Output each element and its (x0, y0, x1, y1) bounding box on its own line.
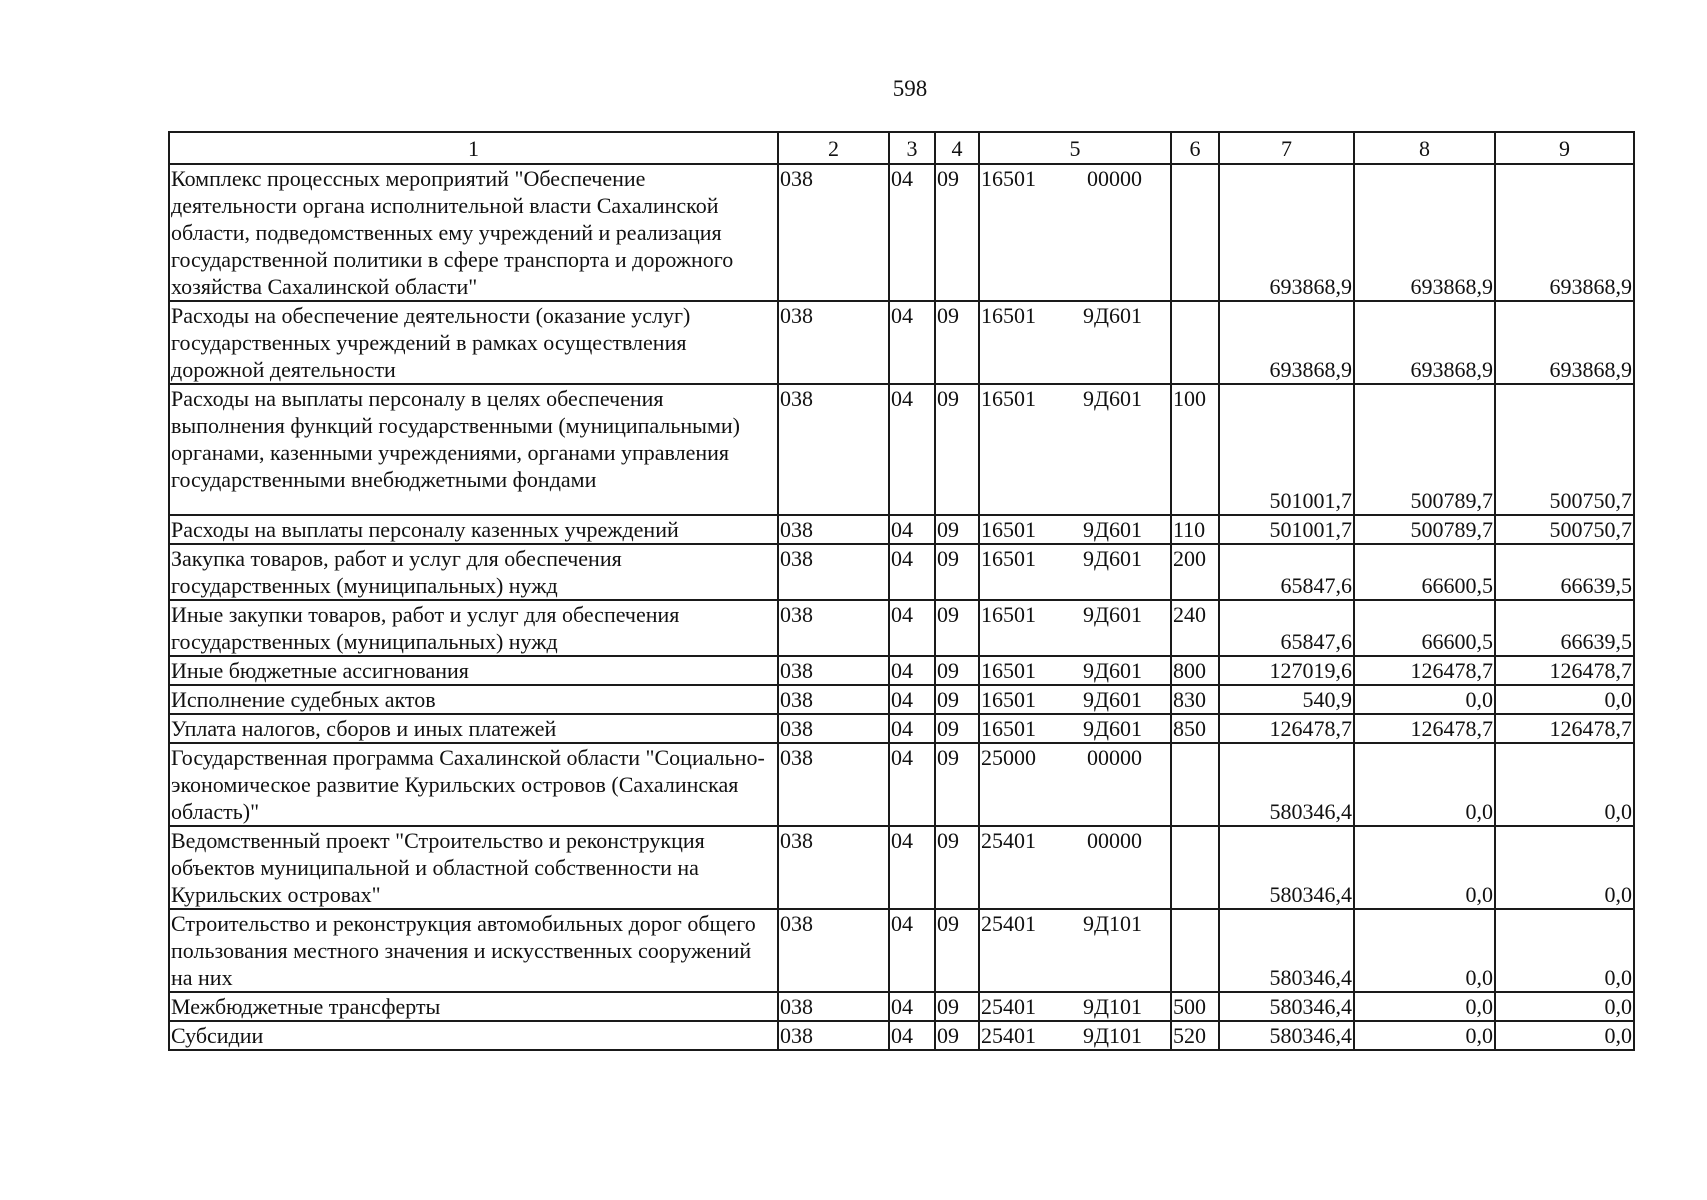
target-article (979, 600, 1171, 656)
admin-code: 038 (778, 826, 889, 909)
amount-col-7: 540,9 (1219, 685, 1354, 714)
section-code: 04 (889, 164, 935, 301)
row-name: Иные бюджетные ассигнования (169, 656, 778, 685)
subsection-code: 09 (935, 301, 979, 384)
table-row (169, 515, 1634, 544)
subsection-code: 09 (935, 656, 979, 685)
row-name: Уплата налогов, сборов и иных платежей (169, 714, 778, 743)
target-article-direction: 9Д601 (1082, 658, 1142, 683)
row-name: Государственная программа Сахалинской области "Социально-экономическое развитие Курильских островов (Сахалинская область)" (169, 743, 778, 826)
section-code: 04 (889, 384, 935, 515)
table-row (169, 384, 1634, 515)
admin-code: 038 (778, 743, 889, 826)
expense-type-code: 800 (1171, 656, 1219, 685)
row-name: Иные закупки товаров, работ и услуг для обеспечения государственных (муниципальных) нужд (169, 600, 778, 656)
subsection-code: 09 (935, 909, 979, 992)
amount-col-7: 65847,6 (1219, 600, 1354, 656)
amount-col-9: 693868,9 (1495, 164, 1634, 301)
target-article (979, 714, 1171, 743)
admin-code: 038 (778, 600, 889, 656)
section-code: 04 (889, 1021, 935, 1050)
subsection-code: 09 (935, 164, 979, 301)
admin-code: 038 (778, 685, 889, 714)
amount-col-9: 693868,9 (1495, 301, 1634, 384)
section-code: 04 (889, 826, 935, 909)
page-number: 598 (892, 76, 928, 101)
row-name: Ведомственный проект "Строительство и реконструкция объектов муниципальной и областной собственности на Курильских островах" (169, 826, 778, 909)
admin-code: 038 (778, 515, 889, 544)
expense-type-code: 110 (1171, 515, 1219, 544)
section-code: 04 (889, 743, 935, 826)
amount-col-8: 693868,9 (1354, 301, 1495, 384)
subsection-code: 09 (935, 544, 979, 600)
target-article (979, 544, 1171, 600)
amount-col-7: 580346,4 (1219, 826, 1354, 909)
expense-type-code: 200 (1171, 544, 1219, 600)
amount-col-8: 66600,5 (1354, 544, 1495, 600)
target-article (979, 301, 1171, 384)
table-row (169, 826, 1634, 909)
target-article-direction: 00000 (1087, 828, 1142, 853)
target-article-program: 16501 (981, 517, 1036, 542)
table-row (169, 1021, 1634, 1050)
target-article-direction: 9Д101 (1082, 1023, 1142, 1048)
expense-type-code: 240 (1171, 600, 1219, 656)
target-article-program: 16501 (981, 166, 1036, 191)
row-name: Строительство и реконструкция автомобильных дорог общего пользования местного значения и искусственных сооружений на них (169, 909, 778, 992)
expense-type-code: 850 (1171, 714, 1219, 743)
section-code: 04 (889, 301, 935, 384)
amount-col-8: 0,0 (1354, 992, 1495, 1021)
amount-col-9: 126478,7 (1495, 714, 1634, 743)
column-header: 7 (1219, 132, 1354, 164)
target-article-direction: 9Д601 (1082, 303, 1142, 328)
target-article-program: 25401 (981, 911, 1036, 936)
target-article-program: 25401 (981, 828, 1036, 853)
amount-col-8: 66600,5 (1354, 600, 1495, 656)
subsection-code: 09 (935, 826, 979, 909)
table-row (169, 656, 1634, 685)
target-article (979, 1021, 1171, 1050)
subsection-code: 09 (935, 600, 979, 656)
target-article (979, 656, 1171, 685)
admin-code: 038 (778, 656, 889, 685)
amount-col-8: 126478,7 (1354, 714, 1495, 743)
amount-col-9: 66639,5 (1495, 600, 1634, 656)
expense-type-code (1171, 743, 1219, 826)
expense-type-code (1171, 164, 1219, 301)
amount-col-8: 0,0 (1354, 743, 1495, 826)
target-article (979, 743, 1171, 826)
admin-code: 038 (778, 384, 889, 515)
section-code: 04 (889, 909, 935, 992)
expense-type-code (1171, 301, 1219, 384)
target-article-program: 16501 (981, 303, 1036, 328)
amount-col-9: 0,0 (1495, 909, 1634, 992)
target-article-program: 16501 (981, 687, 1036, 712)
target-article (979, 164, 1171, 301)
row-name: Закупка товаров, работ и услуг для обеспечения государственных (муниципальных) нужд (169, 544, 778, 600)
target-article (979, 384, 1171, 515)
target-article-program: 16501 (981, 716, 1036, 741)
amount-col-9: 0,0 (1495, 992, 1634, 1021)
target-article-direction: 00000 (1087, 166, 1142, 191)
admin-code: 038 (778, 164, 889, 301)
amount-col-7: 580346,4 (1219, 909, 1354, 992)
subsection-code: 09 (935, 384, 979, 515)
amount-col-8: 500789,7 (1354, 384, 1495, 515)
target-article-direction: 9Д601 (1082, 386, 1142, 411)
amount-col-7: 580346,4 (1219, 992, 1354, 1021)
target-article-program: 25401 (981, 994, 1036, 1019)
amount-col-9: 500750,7 (1495, 384, 1634, 515)
subsection-code: 09 (935, 1021, 979, 1050)
amount-col-7: 693868,9 (1219, 164, 1354, 301)
admin-code: 038 (778, 1021, 889, 1050)
column-header: 2 (778, 132, 889, 164)
section-code: 04 (889, 992, 935, 1021)
amount-col-8: 0,0 (1354, 826, 1495, 909)
subsection-code: 09 (935, 714, 979, 743)
amount-col-9: 66639,5 (1495, 544, 1634, 600)
target-article-direction: 9Д101 (1082, 994, 1142, 1019)
target-article-direction: 9Д601 (1082, 517, 1142, 542)
expense-type-code: 100 (1171, 384, 1219, 515)
row-name: Субсидии (169, 1021, 778, 1050)
table-row (169, 909, 1634, 992)
target-article (979, 685, 1171, 714)
column-header: 5 (979, 132, 1171, 164)
row-name: Комплекс процессных мероприятий "Обеспечение деятельности органа исполнительной власти Сахалинской области, подведомственных ему учреждений и реализация государственной политики в сфере транспорта и дорожного хозяйства Сахалинской области" (169, 164, 778, 301)
target-article-program: 16501 (981, 658, 1036, 683)
table-row (169, 743, 1634, 826)
amount-col-9: 0,0 (1495, 743, 1634, 826)
expense-type-code (1171, 909, 1219, 992)
amount-col-7: 580346,4 (1219, 1021, 1354, 1050)
amount-col-8: 0,0 (1354, 1021, 1495, 1050)
column-header: 4 (935, 132, 979, 164)
amount-col-7: 501001,7 (1219, 384, 1354, 515)
expense-type-code (1171, 826, 1219, 909)
section-code: 04 (889, 544, 935, 600)
amount-col-9: 0,0 (1495, 685, 1634, 714)
amount-col-8: 693868,9 (1354, 164, 1495, 301)
expense-type-code: 500 (1171, 992, 1219, 1021)
amount-col-8: 126478,7 (1354, 656, 1495, 685)
target-article (979, 826, 1171, 909)
amount-col-7: 501001,7 (1219, 515, 1354, 544)
table-row (169, 685, 1634, 714)
amount-col-7: 580346,4 (1219, 743, 1354, 826)
amount-col-8: 0,0 (1354, 909, 1495, 992)
admin-code: 038 (778, 301, 889, 384)
admin-code: 038 (778, 992, 889, 1021)
target-article-program: 16501 (981, 546, 1036, 571)
row-name: Межбюджетные трансферты (169, 992, 778, 1021)
amount-col-8: 500789,7 (1354, 515, 1495, 544)
section-code: 04 (889, 685, 935, 714)
subsection-code: 09 (935, 685, 979, 714)
target-article-program: 25401 (981, 1023, 1036, 1048)
table-row (169, 301, 1634, 384)
target-article-direction: 00000 (1087, 745, 1142, 770)
column-header: 9 (1495, 132, 1634, 164)
expense-type-code: 830 (1171, 685, 1219, 714)
budget-table (168, 131, 1635, 1051)
row-name: Исполнение судебных актов (169, 685, 778, 714)
admin-code: 038 (778, 909, 889, 992)
section-code: 04 (889, 600, 935, 656)
amount-col-7: 65847,6 (1219, 544, 1354, 600)
row-name: Расходы на обеспечение деятельности (оказание услуг) государственных учреждений в рамках осуществления дорожной деятельности (169, 301, 778, 384)
target-article-program: 16501 (981, 602, 1036, 627)
target-article-direction: 9Д601 (1082, 602, 1142, 627)
target-article (979, 992, 1171, 1021)
row-name: Расходы на выплаты персоналу казенных учреждений (169, 515, 778, 544)
table-row (169, 992, 1634, 1021)
amount-col-9: 0,0 (1495, 1021, 1634, 1050)
header-row (169, 132, 1634, 164)
column-header: 6 (1171, 132, 1219, 164)
expense-type-code: 520 (1171, 1021, 1219, 1050)
subsection-code: 09 (935, 515, 979, 544)
table-row (169, 600, 1634, 656)
target-article-direction: 9Д601 (1082, 716, 1142, 741)
row-name: Расходы на выплаты персоналу в целях обеспечения выполнения функций государственными (муниципальными) органами, казенными учреждениями, органами управления государственными внебюджетными фондами (169, 384, 778, 515)
amount-col-8: 0,0 (1354, 685, 1495, 714)
target-article-program: 16501 (981, 386, 1036, 411)
section-code: 04 (889, 714, 935, 743)
target-article-direction: 9Д601 (1082, 687, 1142, 712)
section-code: 04 (889, 515, 935, 544)
amount-col-9: 0,0 (1495, 826, 1634, 909)
admin-code: 038 (778, 544, 889, 600)
admin-code: 038 (778, 714, 889, 743)
column-header: 3 (889, 132, 935, 164)
amount-col-7: 126478,7 (1219, 714, 1354, 743)
amount-col-7: 693868,9 (1219, 301, 1354, 384)
amount-col-9: 126478,7 (1495, 656, 1634, 685)
column-header: 1 (169, 132, 778, 164)
table-row (169, 164, 1634, 301)
target-article-direction: 9Д101 (1082, 911, 1142, 936)
subsection-code: 09 (935, 992, 979, 1021)
target-article (979, 909, 1171, 992)
table-row (169, 714, 1634, 743)
column-header: 8 (1354, 132, 1495, 164)
target-article-program: 25000 (981, 745, 1036, 770)
amount-col-9: 500750,7 (1495, 515, 1634, 544)
section-code: 04 (889, 656, 935, 685)
target-article (979, 515, 1171, 544)
table-row (169, 544, 1634, 600)
amount-col-7: 127019,6 (1219, 656, 1354, 685)
subsection-code: 09 (935, 743, 979, 826)
target-article-direction: 9Д601 (1082, 546, 1142, 571)
